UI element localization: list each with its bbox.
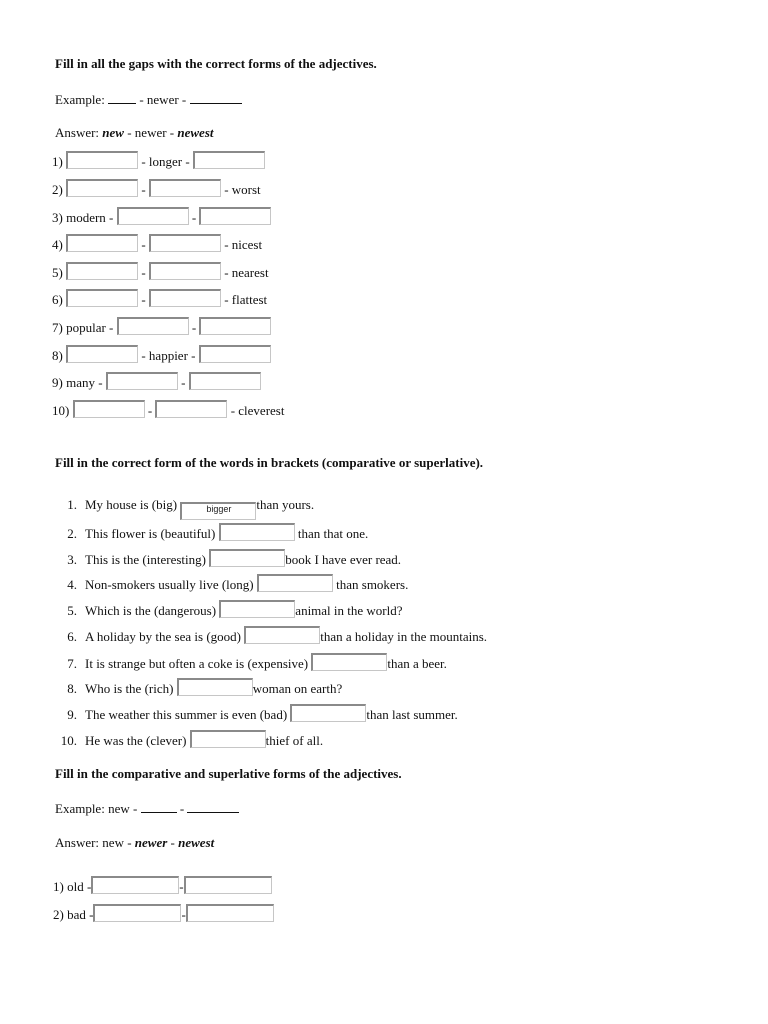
item-word: old - xyxy=(67,879,92,894)
item-word: - xyxy=(141,292,146,307)
section3-example xyxy=(55,800,239,817)
item-number: 6) xyxy=(52,292,63,307)
answer-input[interactable] xyxy=(193,151,265,169)
answer-input[interactable] xyxy=(219,523,295,541)
answer-input[interactable] xyxy=(149,234,221,252)
exercise-row xyxy=(52,400,284,419)
example-blank xyxy=(190,91,242,104)
item-word: - xyxy=(181,907,186,922)
sentence-start: Who is the (rich) xyxy=(85,681,174,696)
exercise-row xyxy=(53,904,274,923)
example-blank xyxy=(187,800,239,813)
section3-answer xyxy=(55,835,214,851)
item-number: 5) xyxy=(52,265,63,280)
answer-input[interactable] xyxy=(244,626,320,644)
item-number: 3) xyxy=(52,210,63,225)
answer-input[interactable] xyxy=(199,317,271,335)
answer-input[interactable] xyxy=(209,549,285,567)
section3-heading: Fill in the comparative and superlative forms of the adjectives. xyxy=(55,766,402,781)
answer-input[interactable] xyxy=(257,574,333,592)
item-number: 8. xyxy=(67,681,77,696)
answer-input[interactable] xyxy=(190,730,266,748)
item-number: 4. xyxy=(67,577,77,592)
sentence-start: He was the (clever) xyxy=(85,733,187,748)
sentence-end: than a holiday in the mountains. xyxy=(320,629,488,644)
sentence-end: woman on earth? xyxy=(252,681,343,696)
list-item xyxy=(55,497,314,520)
sentence-start: This flower is (beautiful) xyxy=(85,526,216,541)
sentence-end: thief of all. xyxy=(265,733,324,748)
item-word: - longer - xyxy=(141,154,190,169)
exercise-row xyxy=(52,179,261,198)
item-word: many - xyxy=(66,375,103,390)
exercise-row xyxy=(52,207,271,226)
list-item xyxy=(55,730,323,749)
answer-input[interactable] xyxy=(149,262,221,280)
item-number: 4) xyxy=(52,237,63,252)
answer-input[interactable] xyxy=(93,904,181,922)
answer-label: Answer: new - xyxy=(55,835,132,850)
item-word: - cleverest xyxy=(230,403,285,418)
item-word: - xyxy=(141,265,146,280)
example-label: Example: xyxy=(55,92,105,107)
item-number: 3. xyxy=(67,552,77,567)
answer-first: new xyxy=(102,125,124,140)
item-number: 10. xyxy=(60,733,77,748)
item-word: - xyxy=(141,182,146,197)
answer-input[interactable] xyxy=(66,151,138,169)
item-word: - flattest xyxy=(224,292,268,307)
exercise-row xyxy=(52,234,262,253)
item-word: - xyxy=(191,320,197,335)
answer-input[interactable] xyxy=(199,345,271,363)
answer-input[interactable] xyxy=(106,372,178,390)
answer-input[interactable] xyxy=(66,345,138,363)
item-number: 2) xyxy=(53,907,64,922)
section1-example xyxy=(55,91,242,108)
answer-input[interactable] xyxy=(155,400,227,418)
item-number: 8) xyxy=(52,348,63,363)
section1-heading: Fill in all the gaps with the correct forms of the adjectives. xyxy=(55,56,377,71)
answer-input[interactable] xyxy=(177,678,253,696)
item-word: - nicest xyxy=(224,237,263,252)
item-word: - nearest xyxy=(224,265,269,280)
answer-input[interactable] xyxy=(219,600,295,618)
section1-answer xyxy=(55,125,214,141)
item-word: - xyxy=(179,879,184,894)
answer-input[interactable] xyxy=(149,289,221,307)
exercise-row xyxy=(52,151,265,170)
exercise-row xyxy=(52,317,271,336)
item-word: - happier - xyxy=(141,348,196,363)
list-item xyxy=(55,653,447,672)
exercise-row xyxy=(53,876,272,895)
answer-last: newest xyxy=(178,835,215,850)
answer-input[interactable] xyxy=(186,904,274,922)
sentence-end: than last summer. xyxy=(366,707,458,722)
answer-input[interactable] xyxy=(66,289,138,307)
answer-label: Answer: xyxy=(55,125,100,140)
item-number: 9. xyxy=(67,707,77,722)
item-word: modern - xyxy=(66,210,114,225)
item-number: 5. xyxy=(67,603,77,618)
sentence-end: than yours. xyxy=(256,497,315,512)
item-word: - xyxy=(141,237,146,252)
sentence-end: than a beer. xyxy=(387,656,447,671)
answer-input[interactable]: bigger xyxy=(180,502,256,520)
answer-input[interactable] xyxy=(73,400,145,418)
sentence-start: It is strange but often a coke is (expensive) xyxy=(85,656,309,671)
example-mid: - xyxy=(179,801,185,816)
list-item xyxy=(55,600,403,619)
answer-input[interactable] xyxy=(117,207,189,225)
list-item xyxy=(55,523,368,542)
answer-mid: - newer - xyxy=(127,125,175,140)
item-number: 7. xyxy=(67,656,77,671)
item-number: 1. xyxy=(67,497,77,512)
item-number: 7) xyxy=(52,320,63,335)
example-blank xyxy=(141,800,177,813)
answer-last: newest xyxy=(177,125,214,140)
item-word: popular - xyxy=(66,320,114,335)
item-word: bad - xyxy=(67,907,94,922)
answer-first: newer xyxy=(134,835,168,850)
sentence-start: A holiday by the sea is (good) xyxy=(85,629,241,644)
item-number: 10) xyxy=(52,403,70,418)
item-word: - worst xyxy=(224,182,261,197)
sentence-start: This is the (interesting) xyxy=(85,552,206,567)
item-number: 1) xyxy=(52,154,63,169)
answer-input[interactable] xyxy=(189,372,261,390)
item-word: - xyxy=(147,403,153,418)
item-number: 1) xyxy=(53,879,64,894)
item-word: - xyxy=(181,375,186,390)
example-label: Example: new - xyxy=(55,801,138,816)
sentence-end: than that one. xyxy=(297,526,369,541)
example-blank xyxy=(108,91,136,104)
answer-input[interactable] xyxy=(66,234,138,252)
sentence-start: My house is (big) xyxy=(85,497,178,512)
sentence-start: The weather this summer is even (bad) xyxy=(85,707,288,722)
item-number: 2) xyxy=(52,182,63,197)
list-item xyxy=(55,626,487,645)
exercise-row xyxy=(52,345,271,364)
answer-input[interactable] xyxy=(91,876,179,894)
answer-input[interactable] xyxy=(199,207,271,225)
answer-input[interactable] xyxy=(66,262,138,280)
exercise-row xyxy=(52,372,261,391)
answer-input[interactable] xyxy=(311,653,387,671)
sentence-start: Non-smokers usually live (long) xyxy=(85,577,254,592)
example-mid: - newer - xyxy=(139,92,187,107)
item-word: - xyxy=(191,210,197,225)
answer-input[interactable] xyxy=(66,179,138,197)
item-number: 2. xyxy=(67,526,77,541)
sentence-end: than smokers. xyxy=(336,577,409,592)
sentence-end: animal in the world? xyxy=(295,603,403,618)
exercise-row xyxy=(52,289,267,308)
exercise-row xyxy=(52,262,269,281)
answer-input[interactable] xyxy=(184,876,272,894)
answer-mid: - xyxy=(170,835,175,850)
list-item xyxy=(55,678,342,697)
item-number: 9) xyxy=(52,375,63,390)
answer-input[interactable] xyxy=(290,704,366,722)
item-number: 6. xyxy=(67,629,77,644)
section2-heading: Fill in the correct form of the words in brackets (comparative or superlative). xyxy=(55,455,484,470)
list-item xyxy=(55,574,408,593)
answer-input[interactable] xyxy=(149,179,221,197)
sentence-start: Which is the (dangerous) xyxy=(85,603,217,618)
list-item xyxy=(55,549,401,568)
sentence-end: book I have ever read. xyxy=(285,552,402,567)
list-item xyxy=(55,704,458,723)
answer-input[interactable] xyxy=(117,317,189,335)
